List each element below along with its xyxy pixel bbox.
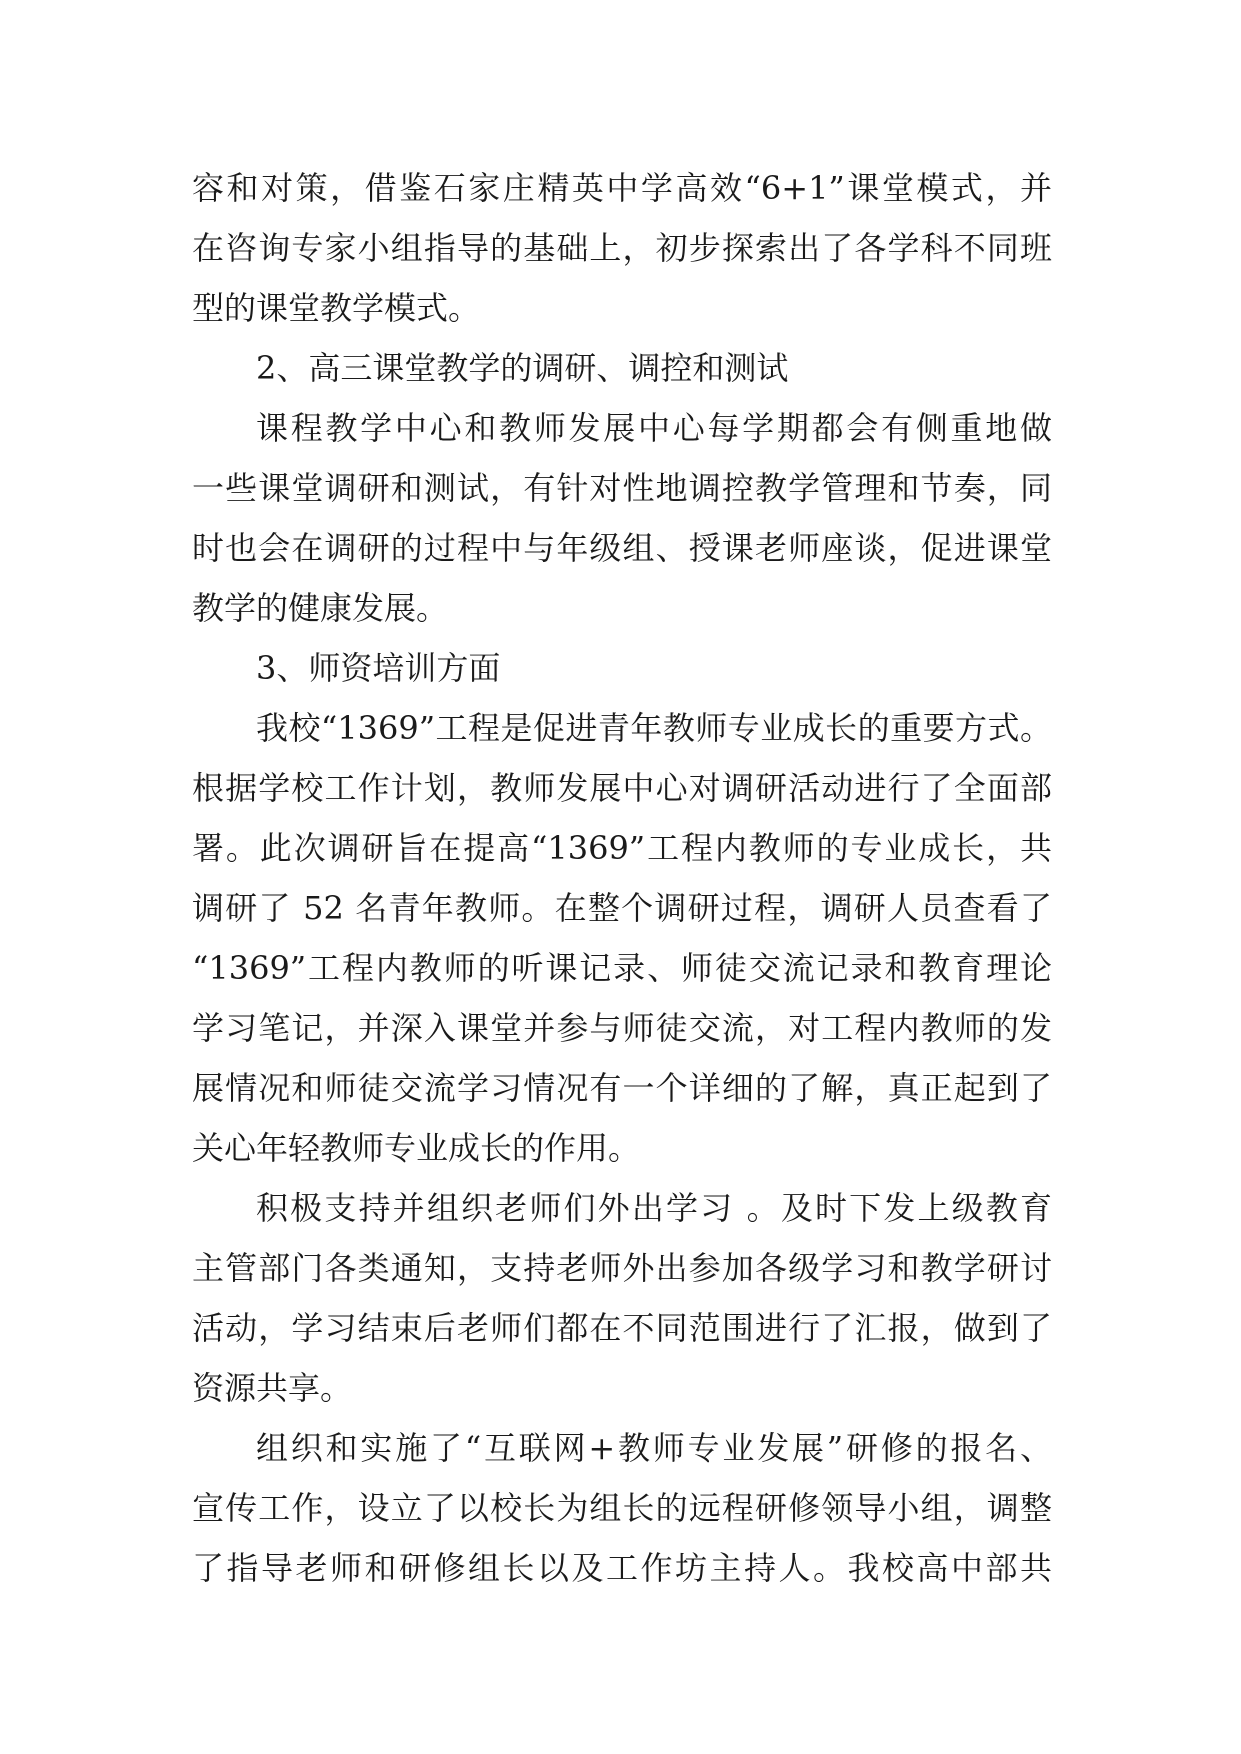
paragraph-line: 在咨询专家小组指导的基础上，初步探索出了各学科不同班 bbox=[192, 229, 1052, 267]
paragraph-line: 课程教学中心和教师发展中心每学期都会有侧重地做 bbox=[256, 409, 1052, 447]
paragraph-line: 资源共享。 bbox=[192, 1369, 353, 1407]
paragraph-line: 宣传工作，设立了以校长为组长的远程研修领导小组，调整 bbox=[192, 1489, 1052, 1527]
paragraph-line: 容和对策，借鉴石家庄精英中学高效“6+1”课堂模式，并 bbox=[192, 169, 1052, 207]
section-heading: 3、师资培训方面 bbox=[256, 649, 501, 687]
paragraph-line: 调研了 52 名青年教师。在整个调研过程，调研人员查看了 bbox=[192, 889, 1052, 927]
document-body bbox=[192, 158, 1052, 1598]
paragraph-line: 学习笔记，并深入课堂并参与师徒交流，对工程内教师的发 bbox=[192, 1009, 1052, 1047]
paragraph-line: 根据学校工作计划，教师发展中心对调研活动进行了全面部 bbox=[192, 769, 1052, 807]
section-heading: 2、高三课堂教学的调研、调控和测试 bbox=[256, 349, 789, 387]
paragraph-line: 时也会在调研的过程中与年级组、授课老师座谈，促进课堂 bbox=[192, 529, 1052, 567]
paragraph-line: 一些课堂调研和测试，有针对性地调控教学管理和节奏，同 bbox=[192, 469, 1052, 507]
paragraph-line: 型的课堂教学模式。 bbox=[192, 289, 481, 327]
paragraph-line: 了指导老师和研修组长以及工作坊主持人。我校高中部共 bbox=[192, 1549, 1052, 1587]
paragraph-line: 我校“1369”工程是促进青年教师专业成长的重要方式。 bbox=[256, 709, 1052, 747]
paragraph-line: “1369”工程内教师的听课记录、师徒交流记录和教育理论 bbox=[192, 949, 1052, 987]
paragraph-line: 活动，学习结束后老师们都在不同范围进行了汇报，做到了 bbox=[192, 1309, 1052, 1347]
paragraph-line: 关心年轻教师专业成长的作用。 bbox=[192, 1129, 641, 1167]
paragraph-line: 署。此次调研旨在提高“1369”工程内教师的专业成长，共 bbox=[192, 829, 1052, 867]
paragraph-line: 展情况和师徒交流学习情况有一个详细的了解，真正起到了 bbox=[192, 1069, 1052, 1107]
paragraph-line: 主管部门各类通知，支持老师外出参加各级学习和教学研讨 bbox=[192, 1249, 1052, 1287]
paragraph-line: 教学的健康发展。 bbox=[192, 589, 449, 627]
paragraph-line: 组织和实施了“互联网+教师专业发展”研修的报名、 bbox=[256, 1429, 1052, 1467]
paragraph-line: 积极支持并组织老师们外出学习 。及时下发上级教育 bbox=[256, 1189, 1052, 1227]
